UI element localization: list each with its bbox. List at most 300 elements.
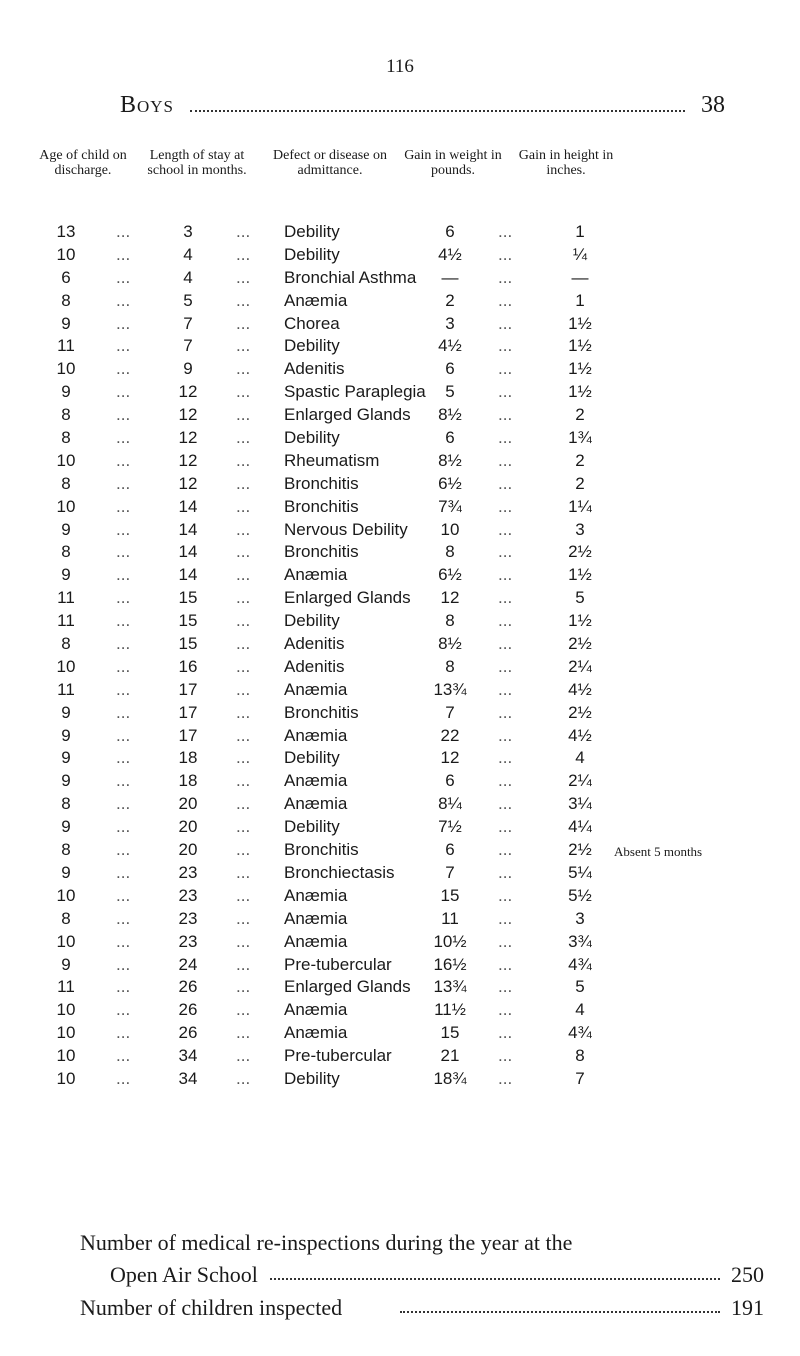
leader-dots: ... (498, 679, 513, 699)
cell-defect: Spastic Paraplegia (284, 382, 426, 402)
table-row (0, 542, 800, 565)
cell-defect: Debility (284, 244, 340, 264)
cell-defect: Anæmia (284, 794, 348, 814)
cell-defect: Anæmia (284, 1023, 348, 1043)
leader-dots: ... (236, 702, 251, 722)
leader-dots: ... (116, 656, 131, 676)
cell-defect: Debility (284, 1068, 340, 1088)
leader-dots: ... (236, 542, 251, 562)
leader-dots: ... (498, 656, 513, 676)
table-row (0, 748, 800, 771)
cell-weight: 5 (445, 382, 455, 402)
cell-weight: 7¾ (438, 496, 462, 516)
cell-stay: 26 (178, 977, 198, 997)
cell-age: 9 (61, 519, 71, 539)
table-row (0, 840, 800, 863)
cell-stay: 12 (178, 382, 198, 402)
cell-weight: 13¾ (433, 977, 467, 997)
cell-stay: 24 (178, 954, 198, 974)
leader-dots: ... (236, 840, 251, 860)
cell-defect: Enlarged Glands (284, 977, 411, 997)
leader-dots: ... (116, 702, 131, 722)
table-row (0, 634, 800, 657)
cell-age: 8 (61, 405, 71, 425)
leader-dots: ... (236, 290, 251, 310)
cell-height: 5¼ (568, 862, 592, 882)
cell-height: 4¾ (568, 954, 592, 974)
leader-dots: ... (116, 244, 131, 264)
cell-age: 10 (56, 1000, 76, 1020)
leader-dots: ... (116, 1068, 131, 1088)
cell-age: 9 (61, 954, 71, 974)
leader-dots: ... (116, 290, 131, 310)
cell-height: 4 (575, 748, 585, 768)
cell-stay: 12 (178, 428, 198, 448)
leader-dots: ... (498, 382, 513, 402)
footer-label-reinspections: Open Air School (110, 1262, 262, 1288)
cell-stay: 20 (178, 817, 198, 837)
cell-weight: 2 (445, 290, 455, 310)
cell-defect: Debility (284, 817, 340, 837)
cell-height: 1½ (568, 382, 592, 402)
cell-height: 4½ (568, 725, 592, 745)
cell-height: 3¾ (568, 931, 592, 951)
table-row (0, 726, 800, 749)
cell-weight: 8 (445, 656, 455, 676)
leader-dots: ... (236, 519, 251, 539)
leader-dots: ... (236, 748, 251, 768)
leader-dots: ... (498, 290, 513, 310)
cell-defect: Bronchitis (284, 840, 359, 860)
cell-height: 3¼ (568, 794, 592, 814)
leader-dots: ... (236, 313, 251, 333)
cell-stay: 20 (178, 840, 198, 860)
leader-dots: ... (498, 977, 513, 997)
leader-dots: ... (498, 1023, 513, 1043)
leader-dots: ... (498, 1046, 513, 1066)
cell-defect: Bronchial Asthma (284, 267, 417, 287)
cell-defect: Anæmia (284, 679, 348, 699)
cell-age: 11 (57, 588, 75, 608)
cell-age: 8 (61, 542, 71, 562)
leader-dots: ... (236, 771, 251, 791)
leader-dots: ... (116, 611, 131, 631)
leader-dots: ... (116, 542, 131, 562)
leader-dots: ... (116, 908, 131, 928)
cell-age: 8 (61, 840, 71, 860)
leader-dots: ... (116, 382, 131, 402)
cell-defect: Rheumatism (284, 450, 380, 470)
leader-dots: ... (498, 450, 513, 470)
header-weight: Gain in weight in pounds. (404, 148, 502, 178)
cell-height: 4 (575, 1000, 585, 1020)
cell-defect: Debility (284, 748, 340, 768)
cell-height: 4¼ (568, 817, 592, 837)
leader-dots: ... (116, 1046, 131, 1066)
cell-age: 10 (56, 656, 76, 676)
leader-dots: ... (116, 588, 131, 608)
leader-dots: ... (498, 862, 513, 882)
leader-dots: ... (236, 862, 251, 882)
cell-age: 10 (56, 1023, 76, 1043)
header-height: Gain in height in inches. (518, 148, 614, 178)
table-row (0, 314, 800, 337)
cell-height: 7 (575, 1068, 585, 1088)
leader-dots: ... (236, 267, 251, 287)
cell-weight: 15 (440, 885, 460, 905)
leader-dots: ... (498, 428, 513, 448)
cell-defect: Adenitis (284, 656, 345, 676)
table-row (0, 1069, 800, 1092)
cell-age: 8 (61, 473, 71, 493)
cell-height: 2¼ (568, 771, 592, 791)
leader-dots: ... (498, 473, 513, 493)
table-row (0, 497, 800, 520)
leader-dots: ... (116, 725, 131, 745)
leader-dots: ... (236, 359, 251, 379)
cell-age: 11 (57, 679, 75, 699)
cell-stay: 5 (183, 290, 193, 310)
cell-weight: 6 (445, 428, 455, 448)
cell-age: 9 (61, 817, 71, 837)
cell-defect: Bronchitis (284, 473, 359, 493)
table-row (0, 955, 800, 978)
table-row (0, 520, 800, 543)
table-row (0, 336, 800, 359)
leader-dots: ... (498, 817, 513, 837)
cell-stay: 12 (178, 450, 198, 470)
table-row (0, 771, 800, 794)
leader-dots: ... (236, 1068, 251, 1088)
cell-stay: 23 (178, 908, 198, 928)
leader-dots: ... (498, 359, 513, 379)
leader-dots: ... (116, 679, 131, 699)
cell-stay: 12 (178, 473, 198, 493)
table-row (0, 565, 800, 588)
table-row (0, 359, 800, 382)
cell-weight: 4½ (438, 244, 462, 264)
cell-stay: 7 (183, 313, 193, 333)
cell-age: 9 (61, 313, 71, 333)
leader-dots: ... (236, 405, 251, 425)
leader-dots: ... (236, 496, 251, 516)
leader-dots: ... (236, 908, 251, 928)
cell-weight: 10½ (433, 931, 467, 951)
table-row (0, 909, 800, 932)
leader-dots: ... (116, 450, 131, 470)
leader-dots: ... (498, 244, 513, 264)
cell-weight: 11½ (434, 1000, 466, 1020)
leader-dots: ... (236, 473, 251, 493)
cell-stay: 18 (178, 748, 198, 768)
leader-dots: ... (236, 634, 251, 654)
cell-height: 1½ (568, 359, 592, 379)
leader-dots: ... (236, 794, 251, 814)
table-row (0, 817, 800, 840)
cell-weight: 8½ (438, 405, 462, 425)
leader-dots: ... (116, 954, 131, 974)
cell-height: 3 (575, 908, 585, 928)
leader-dots: ... (116, 817, 131, 837)
table-row (0, 451, 800, 474)
leader-dots: ... (498, 267, 513, 287)
cell-height: 3 (575, 519, 585, 539)
table-row (0, 1046, 800, 1069)
cell-defect: Pre-tubercular (284, 1046, 392, 1066)
leader-dots: ... (116, 1000, 131, 1020)
cell-stay: 14 (178, 565, 198, 585)
cell-weight: 13¾ (433, 679, 467, 699)
cell-weight: 3 (445, 313, 455, 333)
leader-dots: ... (236, 977, 251, 997)
leader-dots: ... (116, 336, 131, 356)
cell-weight: 6 (445, 771, 455, 791)
cell-stay: 23 (178, 862, 198, 882)
leader-dots: ... (498, 634, 513, 654)
leader-dots: ... (498, 313, 513, 333)
leader-dots: ... (116, 1023, 131, 1043)
leader-dots: ... (236, 382, 251, 402)
cell-defect: Anæmia (284, 908, 348, 928)
cell-defect: Debility (284, 611, 340, 631)
cell-age: 9 (61, 862, 71, 882)
cell-age: 10 (56, 450, 76, 470)
footer-text: Number of medical re-inspections during the year at the (80, 1230, 576, 1256)
table-row (0, 794, 800, 817)
cell-stay: 16 (178, 656, 198, 676)
leader-dots: ... (236, 725, 251, 745)
table-row (0, 611, 800, 634)
table-row (0, 1023, 800, 1046)
cell-age: 10 (56, 1046, 76, 1066)
cell-age: 10 (56, 244, 76, 264)
cell-defect: Anæmia (284, 771, 348, 791)
cell-stay: 9 (183, 359, 193, 379)
cell-stay: 15 (178, 611, 198, 631)
cell-stay: 23 (178, 931, 198, 951)
cell-defect: Anæmia (284, 565, 348, 585)
cell-defect: Enlarged Glands (284, 588, 411, 608)
leader-dots: ... (498, 954, 513, 974)
leader-dots: ... (498, 771, 513, 791)
leader-dots (270, 1278, 720, 1280)
table-row (0, 405, 800, 428)
cell-weight: 8¼ (438, 794, 462, 814)
cell-age: 10 (56, 931, 76, 951)
cell-stay: 14 (178, 542, 198, 562)
leader-dots: ... (236, 954, 251, 974)
cell-age: 9 (61, 702, 71, 722)
leader-dots: ... (498, 931, 513, 951)
cell-stay: 12 (178, 405, 198, 425)
cell-height: 5 (575, 588, 585, 608)
table-row (0, 703, 800, 726)
leader-dots: ... (236, 1046, 251, 1066)
leader-dots: ... (236, 336, 251, 356)
cell-stay: 3 (183, 222, 193, 241)
cell-height: 1½ (568, 565, 592, 585)
cell-defect: Debility (284, 428, 340, 448)
cell-height: 2 (575, 473, 585, 493)
footer-label-children: Number of children inspected (80, 1295, 346, 1321)
leader-dots: ... (116, 496, 131, 516)
cell-stay: 26 (178, 1023, 198, 1043)
leader-dots: ... (236, 1000, 251, 1020)
cell-weight: 18¾ (433, 1068, 467, 1088)
table-row (0, 222, 800, 245)
cell-height: 1¼ (568, 496, 592, 516)
cell-height: 2¼ (568, 656, 592, 676)
cell-defect: Bronchitis (284, 702, 359, 722)
cell-height: — (571, 267, 589, 287)
cell-age: 13 (56, 222, 76, 241)
leader-dots: ... (498, 748, 513, 768)
cell-age: 10 (56, 496, 76, 516)
cell-weight: — (441, 267, 459, 287)
cell-height: 2½ (568, 840, 592, 860)
cell-stay: 7 (183, 336, 193, 356)
cell-defect: Chorea (284, 313, 340, 333)
cell-stay: 15 (178, 588, 198, 608)
leader-dots: ... (116, 428, 131, 448)
leader-dots: ... (236, 656, 251, 676)
cell-height: 2 (575, 405, 585, 425)
cell-height: 2½ (568, 542, 592, 562)
leader-dots: ... (116, 748, 131, 768)
leader-dots: ... (116, 565, 131, 585)
cell-defect: Enlarged Glands (284, 405, 411, 425)
leader-dots: ... (498, 794, 513, 814)
leader-dots: ... (498, 519, 513, 539)
leader-dots: ... (498, 336, 513, 356)
cell-stay: 34 (178, 1046, 198, 1066)
cell-weight: 12 (440, 588, 460, 608)
leader-dots: ... (236, 565, 251, 585)
cell-defect: Bronchiectasis (284, 862, 395, 882)
cell-weight: 21 (440, 1046, 460, 1066)
cell-age: 8 (61, 428, 71, 448)
cell-height: 5½ (568, 885, 592, 905)
leader-dots: ... (236, 817, 251, 837)
cell-height: 4¾ (568, 1023, 592, 1043)
leader-dots (400, 1311, 720, 1313)
section-total: 38 (697, 92, 725, 119)
cell-stay: 18 (178, 771, 198, 791)
leader-dots: ... (236, 885, 251, 905)
table-row (0, 588, 800, 611)
cell-defect: Nervous Debility (284, 519, 408, 539)
cell-weight: 8½ (438, 450, 462, 470)
cell-defect: Anæmia (284, 290, 348, 310)
cell-height: 2½ (568, 634, 592, 654)
cell-weight: 8½ (438, 634, 462, 654)
cell-height: 2½ (568, 702, 592, 722)
cell-weight: 4½ (438, 336, 462, 356)
cell-defect: Debility (284, 222, 340, 241)
header-stay: Length of stay at school in months. (147, 148, 247, 178)
cell-age: 8 (61, 908, 71, 928)
section-title: Boys (120, 92, 178, 119)
leader-dots: ... (116, 473, 131, 493)
leader-dots: ... (498, 840, 513, 860)
table-row (0, 932, 800, 955)
cell-age: 6 (61, 267, 71, 287)
table-row (0, 863, 800, 886)
cell-defect: Debility (284, 336, 340, 356)
cell-height: 5 (575, 977, 585, 997)
cell-stay: 14 (178, 519, 198, 539)
cell-defect: Anæmia (284, 885, 348, 905)
header-age: Age of child on discharge. (39, 148, 127, 178)
leader-dots: ... (498, 702, 513, 722)
cell-age: 9 (61, 748, 71, 768)
leader-dots: ... (498, 908, 513, 928)
table-row (0, 428, 800, 451)
cell-defect: Anæmia (284, 725, 348, 745)
cell-weight: 6½ (438, 565, 462, 585)
leader-dots: ... (116, 771, 131, 791)
cell-age: 9 (61, 565, 71, 585)
leader-dots: ... (498, 725, 513, 745)
cell-weight: 11 (441, 908, 459, 928)
cell-stay: 15 (178, 634, 198, 654)
table-row (0, 474, 800, 497)
leader-dots: ... (116, 840, 131, 860)
cell-weight: 16½ (433, 954, 467, 974)
cell-weight: 8 (445, 611, 455, 631)
leader-dots: ... (236, 450, 251, 470)
table-body (0, 222, 800, 1092)
cell-age: 10 (56, 359, 76, 379)
table-row (0, 977, 800, 1000)
cell-age: 11 (57, 611, 75, 631)
table-row (0, 1000, 800, 1023)
cell-age: 8 (61, 794, 71, 814)
leader-dots: ... (498, 405, 513, 425)
leader-dots: ... (236, 222, 251, 241)
cell-weight: 6 (445, 222, 455, 241)
cell-stay: 26 (178, 1000, 198, 1020)
cell-note: Absent 5 months (614, 844, 703, 860)
leader-dots: ... (236, 611, 251, 631)
leader-dots: ... (498, 885, 513, 905)
cell-height: ¼ (572, 244, 588, 264)
leader-dots: ... (236, 679, 251, 699)
leader-dots: ... (498, 222, 513, 241)
leader-dots: ... (498, 565, 513, 585)
leader-dots: ... (116, 359, 131, 379)
cell-weight: 6 (445, 359, 455, 379)
leader-dots: ... (116, 885, 131, 905)
leader-dots: ... (116, 977, 131, 997)
leader-dots: ... (236, 1023, 251, 1043)
cell-age: 11 (57, 977, 75, 997)
cell-age: 8 (61, 634, 71, 654)
cell-height: 1½ (568, 336, 592, 356)
cell-weight: 7 (445, 702, 455, 722)
cell-stay: 4 (183, 267, 193, 287)
leader-dots: ... (116, 519, 131, 539)
cell-stay: 34 (178, 1068, 198, 1088)
cell-age: 9 (61, 382, 71, 402)
cell-age: 10 (56, 1068, 76, 1088)
section-heading (120, 92, 725, 126)
footer-value-children: 191 (727, 1295, 764, 1321)
leader-dots: ... (236, 931, 251, 951)
cell-weight: 7½ (438, 817, 462, 837)
footer-value-reinspections: 250 (727, 1262, 764, 1288)
cell-weight: 15 (440, 1023, 460, 1043)
